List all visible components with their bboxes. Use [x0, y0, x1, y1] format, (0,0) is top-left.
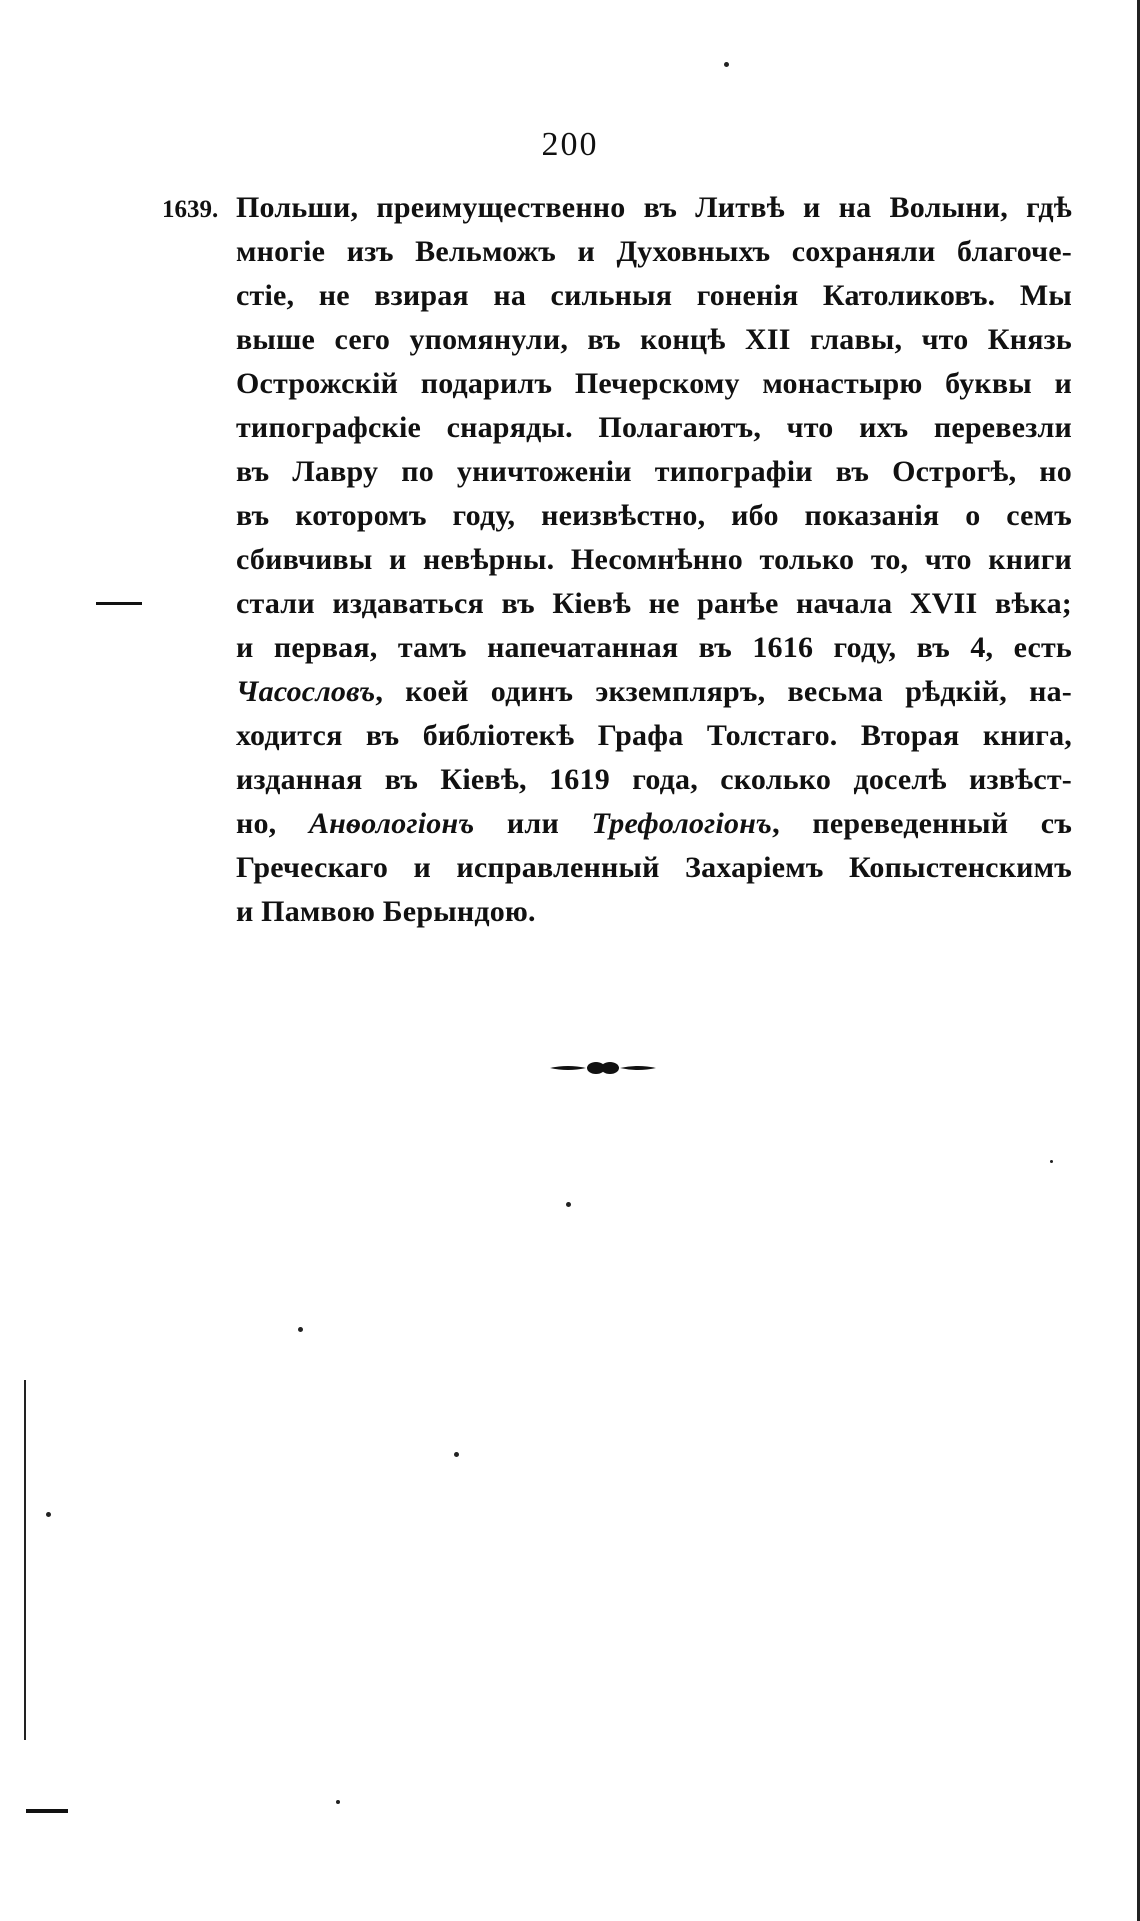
- text-run: типографскіе снаряды. Полагаютъ, что ихъ перевезли: [236, 411, 1072, 444]
- page-edge-left: [24, 1380, 26, 1740]
- text-line: [236, 230, 1072, 274]
- margin-year: 1639.: [162, 196, 219, 223]
- text-run: въ которомъ году, неизвѣстно, ибо показанія о семъ: [236, 499, 1072, 532]
- ink-speck: [566, 1202, 571, 1207]
- ink-speck: [724, 62, 729, 67]
- text-line: [236, 494, 1072, 538]
- text-run: , переведенный съ: [772, 807, 1073, 840]
- ink-speck: [454, 1452, 459, 1457]
- text-line: [236, 670, 1072, 714]
- page-number: 200: [541, 126, 599, 163]
- text-run: Греческаго и исправленный Захаріемъ Копыстенскимъ: [236, 851, 1072, 884]
- text-run: стали издаваться въ Кіевѣ не ранѣе начала XVII вѣка;: [236, 587, 1072, 620]
- text-line: [236, 582, 1072, 626]
- text-line: [236, 802, 1072, 846]
- margin-rule-bottom: [26, 1809, 68, 1813]
- italic-title: Часословъ: [236, 675, 376, 708]
- text-run: и Памвою Берындою.: [236, 895, 536, 928]
- text-run: Острожскій подарилъ Печерскому монастырю буквы и: [236, 367, 1072, 400]
- text-line: [236, 890, 1072, 934]
- text-line: [236, 362, 1072, 406]
- italic-title: Анѳологіонъ: [308, 807, 475, 840]
- ink-speck: [1050, 1160, 1053, 1163]
- margin-rule-mid: [96, 602, 142, 605]
- ink-speck: [336, 1800, 340, 1804]
- text-run: изданная въ Кіевѣ, 1619 года, сколько доселѣ извѣст-: [236, 763, 1072, 796]
- text-run: но,: [236, 807, 309, 840]
- text-run: многіе изъ Вельможъ и Духовныхъ сохраняли благоче-: [236, 235, 1072, 268]
- ink-speck: [298, 1327, 303, 1332]
- text-line: [236, 450, 1072, 494]
- text-run: ходится въ библіотекѣ Графа Толстаго. Вторая книга,: [236, 719, 1072, 752]
- text-line: [236, 186, 1072, 230]
- text-run: или: [474, 807, 592, 840]
- text-line: [236, 274, 1072, 318]
- text-run: и первая, тамъ напечатанная въ 1616 году, въ 4, есть: [236, 631, 1072, 664]
- text-line: [236, 538, 1072, 582]
- italic-title: Трефологіонъ: [591, 807, 773, 840]
- text-block: [236, 186, 1072, 934]
- ink-speck: [46, 1512, 51, 1517]
- text-run: выше сего упомянули, въ концѣ XII главы, что Князь: [236, 323, 1072, 356]
- text-run: стіе, не взирая на сильныя гоненія Католиковъ. Мы: [236, 279, 1072, 312]
- text-line: [236, 714, 1072, 758]
- text-line: [236, 758, 1072, 802]
- text-run: Польши, преимущественно въ Литвѣ и на Волыни, гдѣ: [236, 191, 1072, 224]
- text-line: [236, 318, 1072, 362]
- text-line: [236, 406, 1072, 450]
- ornament-divider: [548, 1058, 658, 1078]
- text-line: [236, 626, 1072, 670]
- text-run: сбивчивы и невѣрны. Несомнѣнно только то, что книги: [236, 543, 1072, 576]
- text-line: [236, 846, 1072, 890]
- text-run: въ Лавру по уничтоженіи типографіи въ Острогѣ, но: [236, 455, 1072, 488]
- text-run: , коей одинъ экземпляръ, весьма рѣдкій, на-: [375, 675, 1072, 708]
